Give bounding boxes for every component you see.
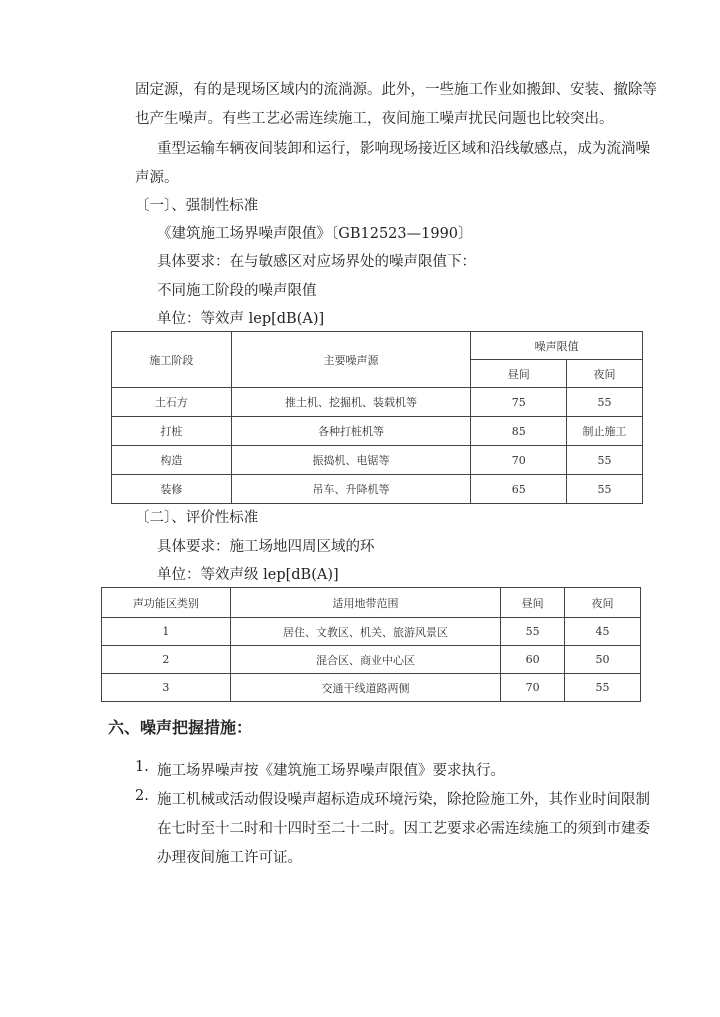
header-range: 适用地带范围 bbox=[230, 588, 500, 618]
cell-day: 75 bbox=[471, 388, 567, 417]
cell-stage: 打桩 bbox=[112, 417, 232, 446]
list-item-line: 办理夜间施工许可证。 bbox=[157, 850, 302, 866]
cell-night: 55 bbox=[567, 446, 643, 475]
table-row bbox=[112, 417, 643, 446]
cell-source: 各种打桩机等 bbox=[231, 417, 471, 446]
header-stage: 施工阶段 bbox=[112, 332, 232, 388]
cell-day: 60 bbox=[501, 646, 565, 674]
table-row bbox=[112, 475, 643, 504]
header-night: 夜间 bbox=[567, 360, 643, 388]
cell-stage: 构造 bbox=[112, 446, 232, 475]
cell-stage: 土石方 bbox=[112, 388, 232, 417]
list-item-line: 在七时至十二时和十四时至二十二时。因工艺要求必需连续施工的须到市建委 bbox=[157, 821, 650, 837]
cell-night: 55 bbox=[567, 475, 643, 504]
cell-source: 推土机、挖掘机、装载机等 bbox=[231, 388, 471, 417]
requirement-text: 具体要求：在与敏感区对应场界处的噪声限值下： bbox=[157, 254, 476, 270]
cell-class: 3 bbox=[102, 674, 231, 702]
cell-range: 混合区、商业中心区 bbox=[230, 646, 500, 674]
header-class: 声功能区类别 bbox=[102, 588, 231, 618]
cell-night: 55 bbox=[567, 388, 643, 417]
list-item-line: 施工机械或活动假设噪声超标造成环境污染，除抢险施工外，其作业时间限制 bbox=[157, 792, 650, 808]
cell-source: 吊车、升降机等 bbox=[231, 475, 471, 504]
section6-heading: 六、噪声把握措施： bbox=[108, 718, 253, 737]
standard-title: 《建筑施工场界噪声限值》〔GB12523—1990〕 bbox=[157, 226, 473, 242]
paragraph-line: 重型运输车辆夜间装卸和运行，影响现场接近区域和沿线敏感点，成为流淌噪 bbox=[157, 141, 650, 157]
acoustic-zone-table bbox=[101, 587, 641, 702]
cell-class: 1 bbox=[102, 618, 231, 646]
construction-noise-table bbox=[111, 331, 643, 504]
table-row bbox=[102, 618, 641, 646]
paragraph-line: 声源。 bbox=[135, 170, 179, 186]
cell-class: 2 bbox=[102, 646, 231, 674]
table-row bbox=[102, 674, 641, 702]
list-item-line: 施工场界噪声按《建筑施工场界噪声限值》要求执行。 bbox=[157, 763, 505, 779]
table-row bbox=[102, 646, 641, 674]
cell-stage: 装修 bbox=[112, 475, 232, 504]
table1-subtitle: 不同施工阶段的噪声限值 bbox=[157, 283, 317, 299]
cell-night: 55 bbox=[565, 674, 641, 702]
requirement-text: 具体要求：施工场地四周区域的环 bbox=[157, 539, 375, 555]
table2-unit: 单位：等效声级 lep[dB(A)] bbox=[157, 567, 339, 583]
header-day: 昼间 bbox=[471, 360, 567, 388]
cell-range: 交通干线道路两侧 bbox=[230, 674, 500, 702]
cell-night: 45 bbox=[565, 618, 641, 646]
header-source: 主要噪声源 bbox=[231, 332, 471, 388]
list-item-number: 1. bbox=[135, 759, 149, 775]
cell-day: 70 bbox=[471, 446, 567, 475]
table1-unit: 单位：等效声 lep[dB(A)] bbox=[157, 311, 325, 327]
table-row bbox=[112, 388, 643, 417]
paragraph-line: 也产生噪声。有些工艺必需连续施工，夜间施工噪声扰民问题也比较突出。 bbox=[135, 111, 614, 127]
cell-range: 居住、文教区、机关、旅游风景区 bbox=[230, 618, 500, 646]
cell-day: 70 bbox=[501, 674, 565, 702]
cell-source: 振捣机、电锯等 bbox=[231, 446, 471, 475]
header-night: 夜间 bbox=[565, 588, 641, 618]
cell-night: 50 bbox=[565, 646, 641, 674]
list-item-number: 2. bbox=[135, 788, 149, 804]
cell-day: 55 bbox=[501, 618, 565, 646]
cell-night: 制止施工 bbox=[567, 417, 643, 446]
header-limit: 噪声限值 bbox=[471, 332, 643, 360]
section2-heading: 〔二〕、评价性标准 bbox=[135, 510, 259, 526]
table-row bbox=[112, 446, 643, 475]
paragraph-line: 固定源，有的是现场区域内的流淌源。此外，一些施工作业如搬卸、安装、撤除等 bbox=[135, 82, 657, 98]
section1-heading: 〔一〕、强制性标准 bbox=[135, 198, 259, 214]
header-day: 昼间 bbox=[501, 588, 565, 618]
cell-day: 85 bbox=[471, 417, 567, 446]
cell-day: 65 bbox=[471, 475, 567, 504]
